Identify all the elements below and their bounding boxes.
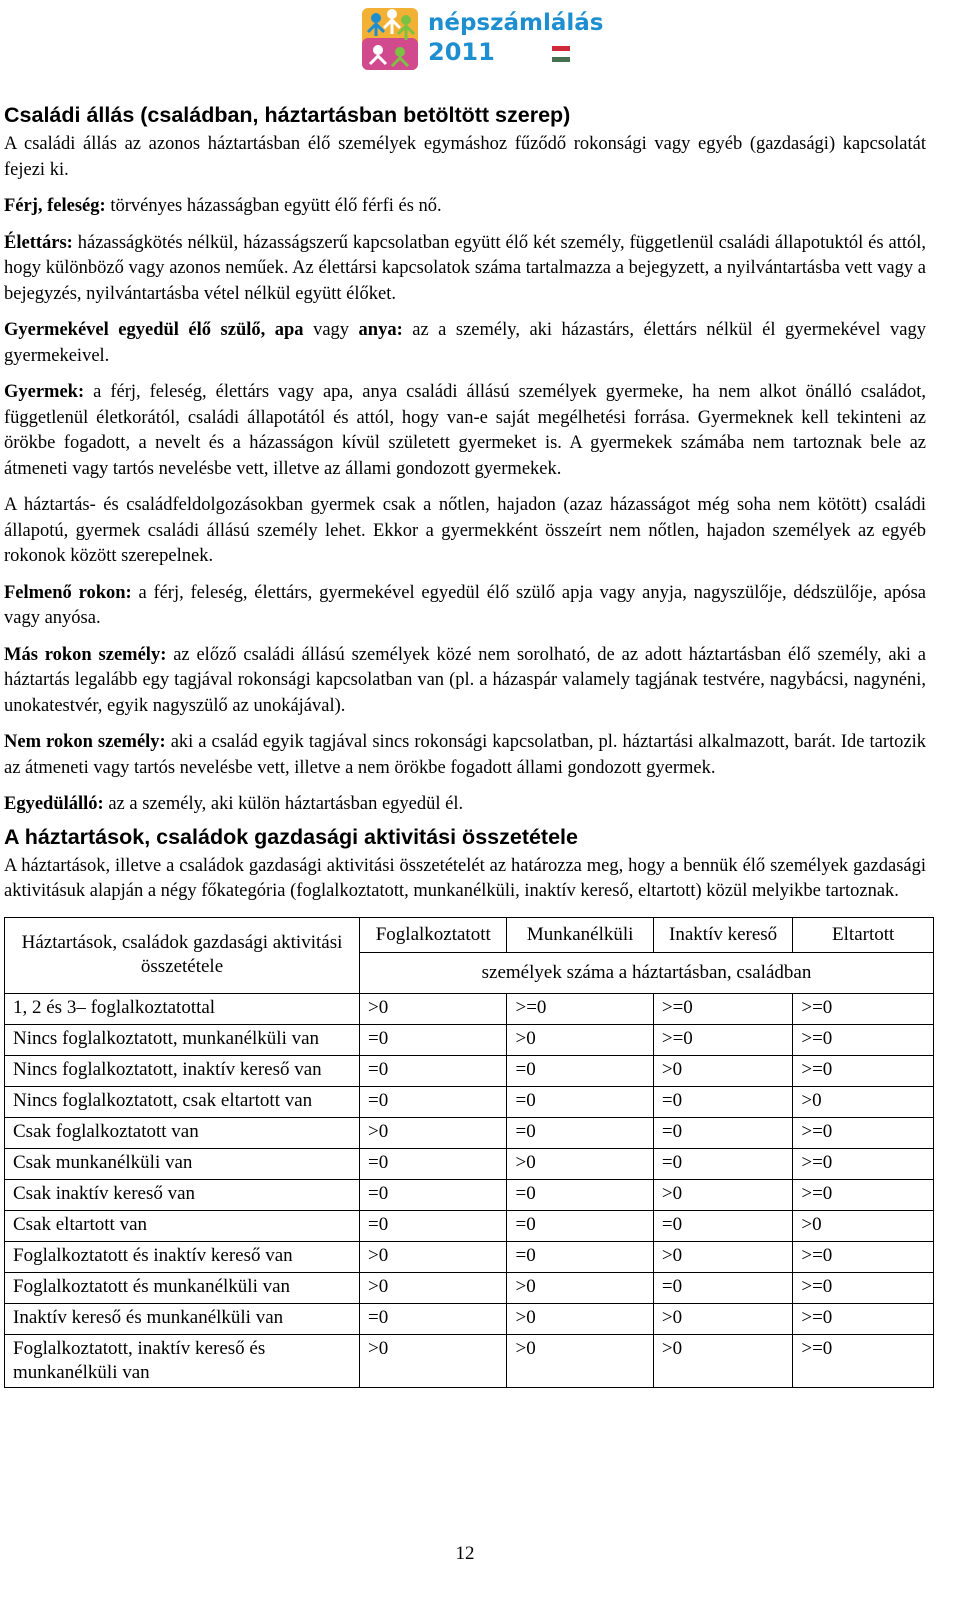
row-value: =0 xyxy=(653,1086,793,1117)
row-value: >=0 xyxy=(653,993,793,1024)
row-label: 1, 2 és 3– foglalkoztatottal xyxy=(5,993,360,1024)
logo-figures-icon xyxy=(360,2,424,76)
row-value: >=0 xyxy=(793,1241,934,1272)
row-label: Csak eltartott van xyxy=(5,1210,360,1241)
definition-term: Gyermekével egyedül élő szülő, apa xyxy=(4,320,304,340)
row-value: =0 xyxy=(507,1179,653,1210)
row-value: >0 xyxy=(360,1241,507,1272)
table-subheader: személyek száma a háztartásban, családban xyxy=(360,952,934,993)
row-value: =0 xyxy=(507,1210,653,1241)
row-value: =0 xyxy=(653,1272,793,1303)
section2-intro: A háztartások, illetve a családok gazdasági aktivitási összetételét az határozza meg, hogy a bennük élő személyek gazdasági aktivitásuk alapján a négy főkategória (foglalkoztatott, munkanélküli, inaktív kereső, eltartott) közül melyikbe tartoznak. xyxy=(4,855,926,901)
definition-egyedulallo xyxy=(4,792,926,818)
definition-text: a férj, feleség, élettárs, gyermekével egyedül élő szülő apja vagy anyja, nagyszülője, dédszülője, apósa vagy anyósa. xyxy=(4,582,926,628)
row-value: =0 xyxy=(653,1210,793,1241)
row-label: Foglalkoztatott és munkanélküli van xyxy=(5,1272,360,1303)
definition-term-2: anya: xyxy=(358,320,403,340)
column-header: Eltartott xyxy=(793,917,934,952)
row-label: Nincs foglalkoztatott, munkanélküli van xyxy=(5,1024,360,1055)
definition-term: Élettárs: xyxy=(4,232,73,253)
definition-gyermek xyxy=(4,380,926,482)
row-value: =0 xyxy=(360,1210,507,1241)
logo-word: népszámlálás xyxy=(428,10,604,36)
definition-egyedul-elo-szulo xyxy=(4,318,926,369)
table-row xyxy=(5,1272,934,1303)
row-value: >0 xyxy=(360,1272,507,1303)
row-label: Nincs foglalkoztatott, inaktív kereső van xyxy=(5,1055,360,1086)
row-value: >=0 xyxy=(653,1024,793,1055)
row-value: >0 xyxy=(360,1334,507,1387)
table-row xyxy=(5,1210,934,1241)
definition-text: az a személy, aki külön háztartásban egyedül él. xyxy=(103,794,464,814)
row-value: >0 xyxy=(507,1272,653,1303)
row-label: Nincs foglalkoztatott, csak eltartott van xyxy=(5,1086,360,1117)
definition-text: az előző családi állású személyek közé nem sorolható, de az adott háztartásban élő személy, aki a háztartás legalább egy tagjával rokonsági kapcsolatban van (pl. a házaspár valamely tagjának testvére, nagybácsi, nagynéni, unokatestvér, egyik nagyszülő az unokájával). xyxy=(4,644,926,716)
row-value: >=0 xyxy=(507,993,653,1024)
definition-term: Felmenő rokon: xyxy=(4,582,132,603)
row-value: =0 xyxy=(653,1117,793,1148)
row-label: Foglalkoztatott és inaktív kereső van xyxy=(5,1241,360,1272)
column-header: Munkanélküli xyxy=(507,917,653,952)
section-title-gazdasagi-aktivitas: A háztartások, családok gazdasági aktivitási összetétele xyxy=(4,824,578,849)
row-value: >=0 xyxy=(793,1024,934,1055)
row-value: >0 xyxy=(507,1148,653,1179)
table-row xyxy=(5,1024,934,1055)
activity-composition-table xyxy=(4,917,934,1388)
table-row xyxy=(5,1148,934,1179)
definition-term: Nem rokon személy: xyxy=(4,732,166,752)
row-value: >0 xyxy=(360,1117,507,1148)
row-value: >0 xyxy=(653,1179,793,1210)
row-label: Csak munkanélküli van xyxy=(5,1148,360,1179)
intro-paragraph: A családi állás az azonos háztartásban élő személyek egymáshoz fűződő rokonsági vagy egyéb (gazdasági) kapcsolatát fejezi ki. xyxy=(4,134,926,180)
row-value: >0 xyxy=(653,1303,793,1334)
row-label: Csak foglalkoztatott van xyxy=(5,1117,360,1148)
definition-text: törvényes házasságban együtt élő férfi és nő. xyxy=(105,196,442,216)
row-value: =0 xyxy=(507,1086,653,1117)
row-value: >=0 xyxy=(793,1117,934,1148)
definition-term: Más rokon személy: xyxy=(4,644,167,665)
row-value: >=0 xyxy=(793,993,934,1024)
row-value: =0 xyxy=(507,1241,653,1272)
definition-elettars xyxy=(4,231,926,308)
row-value: =0 xyxy=(653,1148,793,1179)
note-haztartas-feldolgozas: A háztartás- és családfeldolgozásokban gyermek csak a nőtlen, hajadon (azaz házasságot még soha nem kötött) családi állapotú, gyermek családi állású személy lehet. Ekkor a gyermekként összeírt nem nőtlen, hajadon személyek az egyéb rokonok között szerepelnek. xyxy=(4,495,926,566)
definition-term: Férj, feleség: xyxy=(4,196,106,216)
definition-nem-rokon xyxy=(4,730,926,781)
definition-ferj-feleseg xyxy=(4,194,926,220)
row-label: Csak inaktív kereső van xyxy=(5,1179,360,1210)
logo-year: 2011 xyxy=(428,38,495,66)
row-value: >0 xyxy=(507,1334,653,1387)
column-header: Inaktív kereső xyxy=(653,917,793,952)
definition-text: az a személy, aki házastárs, élettárs nélkül él gyermekével vagy gyermekeivel. xyxy=(4,320,927,366)
row-value: >0 xyxy=(653,1334,793,1387)
row-value: =0 xyxy=(360,1024,507,1055)
definition-felmeno-rokon xyxy=(4,581,926,632)
row-value: >0 xyxy=(360,993,507,1024)
row-value: >0 xyxy=(507,1303,653,1334)
table-row xyxy=(5,993,934,1024)
row-value: =0 xyxy=(507,1117,653,1148)
definition-text: aki a család egyik tagjával sincs rokonsági kapcsolatban, pl. háztartási alkalmazott, barát. Ide tartozik az átmeneti vagy tartós nevelésbe vett, illetve a nem örökbe fogadott állami gondozott gyermek. xyxy=(4,732,926,778)
row-value: =0 xyxy=(360,1055,507,1086)
row-value: =0 xyxy=(360,1086,507,1117)
definition-connector: vagy xyxy=(303,320,359,340)
page-number: 12 xyxy=(455,1543,475,1564)
row-value: >0 xyxy=(793,1086,934,1117)
row-value: =0 xyxy=(360,1179,507,1210)
row-value: >0 xyxy=(653,1055,793,1086)
definition-text: házasságkötés nélkül, házasságszerű kapcsolatban együtt élő két személy, függetlenül családi állapotuktól és attól, hogy különböző vagy azonos neműek. Az élettársi kapcsolatok száma tartalmazza a bejegyzett, a nyilvántartásba vett vagy a bejegyzés, nyilvántartásba vétel nélkül együtt élőket. xyxy=(4,232,926,304)
row-value: >0 xyxy=(507,1024,653,1055)
column-header: Foglalkoztatott xyxy=(360,917,507,952)
table-row xyxy=(5,1241,934,1272)
definition-text: a férj, feleség, élettárs vagy apa, anya családi állású személyek gyermeke, ha nem alkot önálló családot, függetlenül életkorától, családi állapotától és attól, hogy van-e saját megélhetési forrása. Gyermeknek kell tekinteni az örökbe fogadott, a nevelt és a házasságon kívül született gyermeket is. A gyermekek számába nem tartoznak bele az átmeneti vagy tartós nevelésbe vett, illetve az állami gondozott gyermekek. xyxy=(4,382,926,479)
row-value: =0 xyxy=(507,1055,653,1086)
row-value: =0 xyxy=(360,1303,507,1334)
row-value: >=0 xyxy=(793,1303,934,1334)
row-label: Inaktív kereső és munkanélküli van xyxy=(5,1303,360,1334)
row-value: =0 xyxy=(360,1148,507,1179)
row-value: >=0 xyxy=(793,1334,934,1387)
table-body xyxy=(5,993,934,1387)
table-row xyxy=(5,1086,934,1117)
definition-term: Egyedülálló: xyxy=(4,794,104,814)
row-value: >=0 xyxy=(793,1055,934,1086)
definition-mas-rokon xyxy=(4,643,926,720)
document-body xyxy=(4,102,926,1388)
row-value: >=0 xyxy=(793,1272,934,1303)
table-row xyxy=(5,1334,934,1387)
hungarian-flag-icon xyxy=(552,46,570,62)
definition-term: Gyermek: xyxy=(4,382,85,402)
table-row xyxy=(5,1055,934,1086)
table-row xyxy=(5,1179,934,1210)
section-title-csaladi-allas: Családi állás (családban, háztartásban betöltött szerep) xyxy=(4,103,571,127)
table-row xyxy=(5,1117,934,1148)
table-row xyxy=(5,1303,934,1334)
nepszamlalas-logo xyxy=(360,2,604,76)
row-value: >0 xyxy=(653,1241,793,1272)
table-corner-header: Háztartások, családok gazdasági aktivitási összetétele xyxy=(5,917,360,993)
row-label: Foglalkoztatott, inaktív kereső és munkanélküli van xyxy=(5,1334,360,1387)
row-value: >=0 xyxy=(793,1179,934,1210)
row-value: >=0 xyxy=(793,1148,934,1179)
row-value: >0 xyxy=(793,1210,934,1241)
